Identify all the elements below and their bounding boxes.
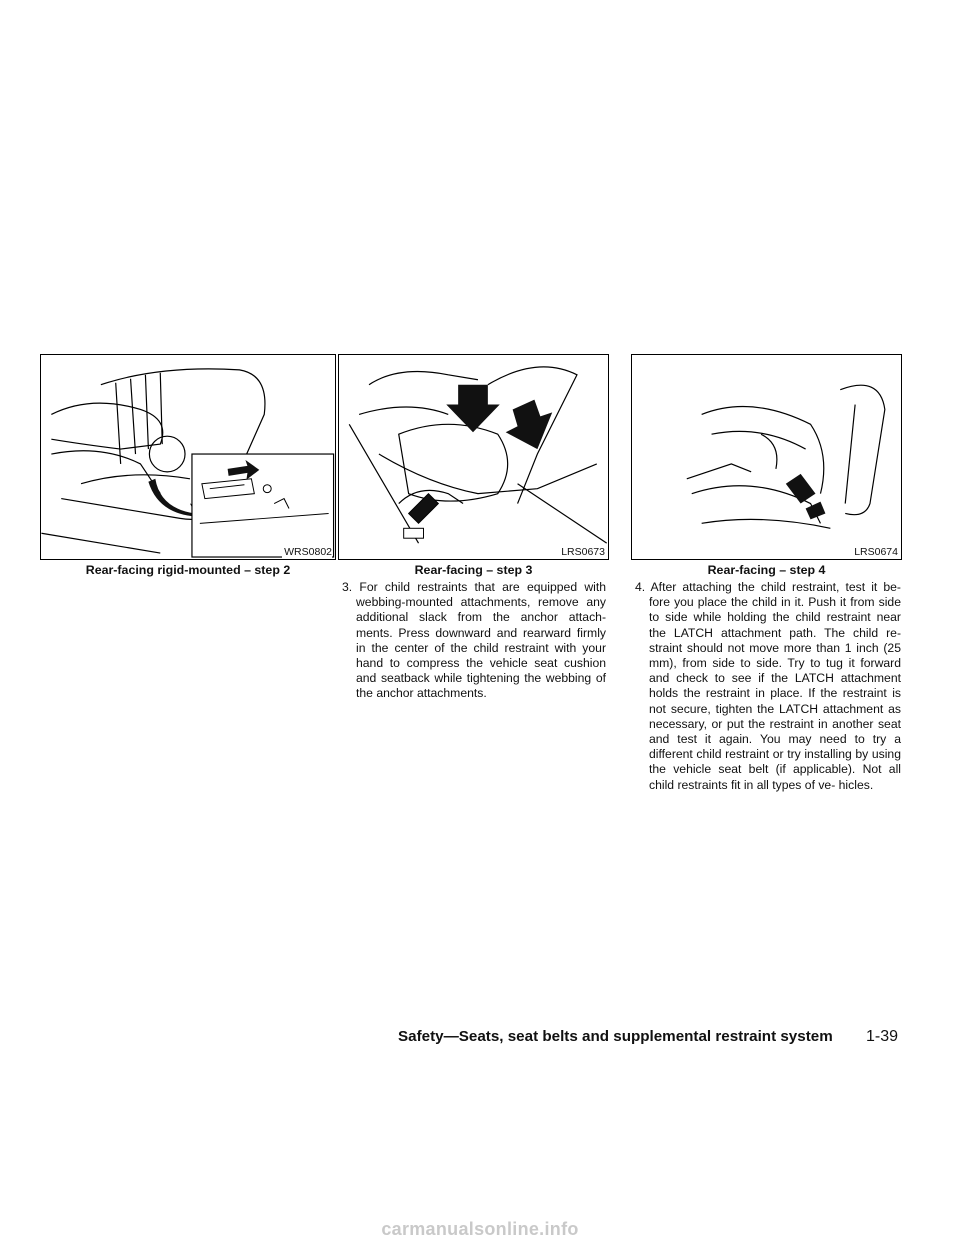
step-3-paragraph: 3. For child restraints that are equipped with webbing-mounted attachments, remove any additional slack from the anchor attach- ments. Press downward and rearward firmly in the center of the child restraint with your hand to compress the vehicle seat cushion and seatback while tightening the webbing of the anchor attachments. [342, 580, 606, 701]
figure-rear-facing-rigid-step-2 [40, 354, 336, 560]
figure-rear-facing-step-4 [631, 354, 902, 560]
illustration-hands-pressing-seat [339, 355, 608, 559]
section-title: Safety—Seats, seat belts and supplemental restraint system [398, 1028, 833, 1045]
figure-caption: Rear-facing rigid-mounted – step 2 [85, 563, 291, 577]
figure-code: LRS0673 [561, 546, 605, 558]
page-number: 1-39 [866, 1028, 899, 1045]
figure-code: WRS0802 [284, 546, 332, 558]
figure-rear-facing-step-3 [338, 354, 609, 560]
figure-caption: Rear-facing – step 4 [707, 563, 826, 577]
step-4-paragraph: 4. After attaching the child restraint, test it be- fore you place the child in it. Push it from side to side while holding the child restraint near the LATCH attachment path. The child re- straint should not move more than 1 inch (25 mm), from side to side. Try to tug it forward and check to see if the LATCH attachment holds the restraint in place. If the restraint is not secure, tighten the LATCH attachment as necessary, or put the restraint in another seat and test it again. You may need to try a different child restraint or try installing by using the vehicle seat belt (if applicable). Not all child restraints fit in all types of ve- hicles. [635, 580, 901, 792]
illustration-testing-restraint [632, 355, 901, 559]
figure-code: LRS0674 [854, 546, 898, 558]
illustration-seat-anchor-closeup [41, 355, 335, 559]
figure-caption: Rear-facing – step 3 [414, 563, 533, 577]
watermark: carmanualsonline.info [381, 1219, 579, 1239]
